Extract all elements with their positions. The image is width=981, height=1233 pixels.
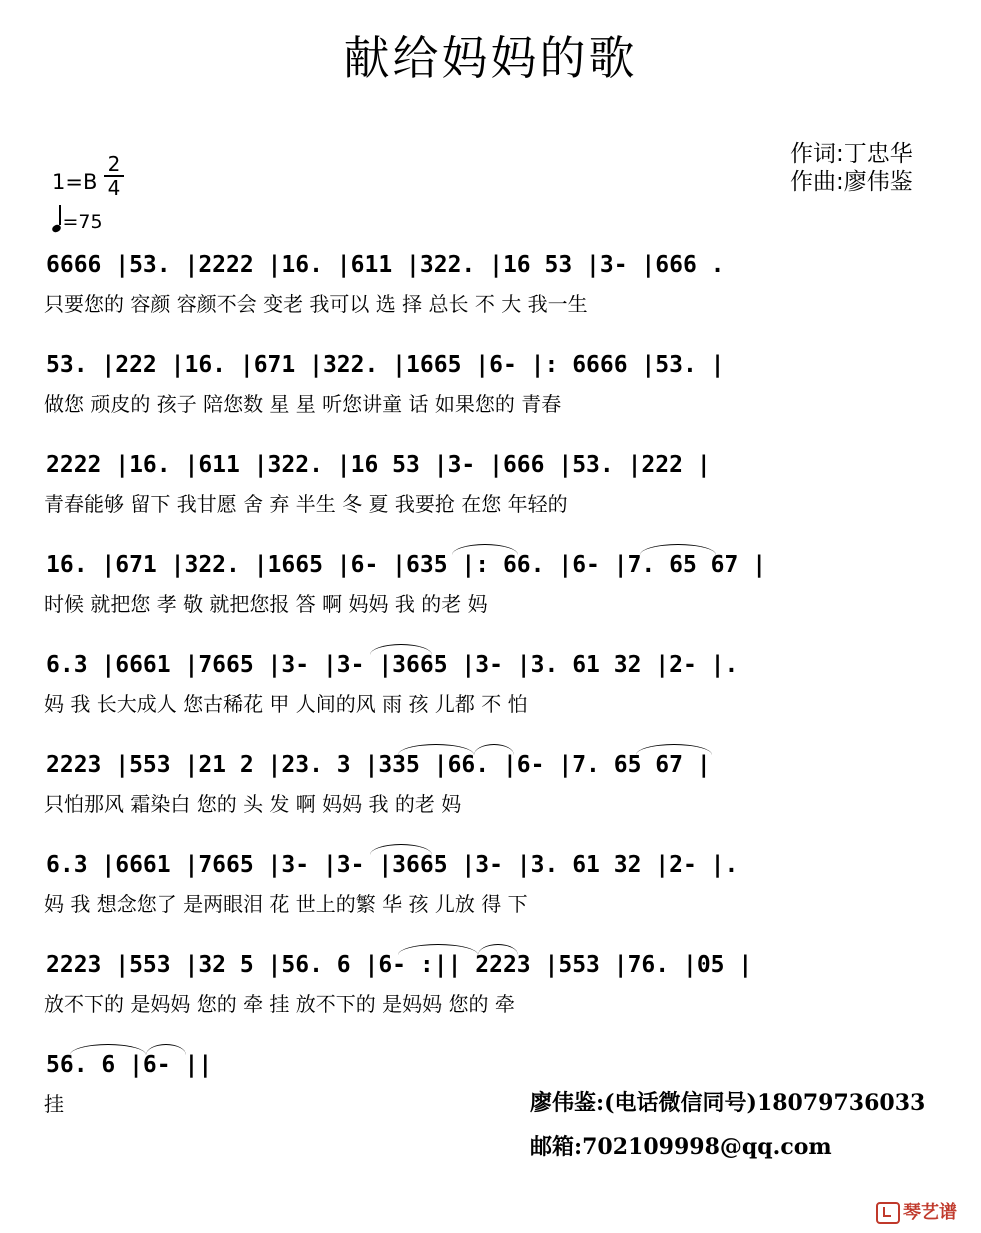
- notation: 2223 |553 |21 2 |23. 3 |335 |66. |6- |7. 65 67 |: [46, 752, 711, 778]
- lyrics: 青春能够 留下 我甘愿 舍 弃 半生 冬 夏 我要抢 在您 年轻的: [44, 492, 568, 516]
- contact-email: 邮箱:702109998@qq.com: [530, 1134, 832, 1160]
- lyrics: 妈 我 长大成人 您古稀花 甲 人间的风 雨 孩 儿都 不 怕: [44, 692, 528, 716]
- meter-bottom: 4: [107, 176, 121, 200]
- lyrics: 放不下的 是妈妈 您的 牵 挂 放不下的 是妈妈 您的 牵: [44, 992, 515, 1016]
- lyrics: 只怕那风 霜染白 您的 头 发 啊 妈妈 我 的老 妈: [44, 792, 462, 816]
- tempo-marking: [52, 208, 103, 233]
- notation: 53. |222 |16. |671 |322. |1665 |6- |: 6666 |53. |: [46, 352, 725, 378]
- lyricist: 作词:丁忠华: [790, 141, 913, 167]
- lyrics: 时候 就把您 孝 敬 就把您报 答 啊 妈妈 我 的老 妈: [44, 592, 488, 616]
- credits: [790, 140, 913, 196]
- meter-top: 2: [107, 152, 121, 176]
- lyrics: 妈 我 想念您了 是两眼泪 花 世上的繁 华 孩 儿放 得 下: [44, 892, 528, 916]
- notation: 6.3 |6661 |7665 |3- |3- |3665 |3- |3. 61 32 |2- |.: [46, 852, 739, 878]
- notation: 2223 |553 |32 5 |56. 6 |6- :|| 2223 |553 |76. |05 |: [46, 952, 753, 978]
- lyrics: 只要您的 容颜 容颜不会 变老 我可以 选 择 总长 不 大 我一生: [44, 292, 588, 316]
- contact-phone: 廖伟鉴:(电话微信同号)18079736033: [530, 1090, 926, 1116]
- key-signature: 1=B: [52, 170, 98, 194]
- logo-text: 琴艺谱: [903, 1202, 957, 1223]
- site-logo: [876, 1198, 957, 1224]
- time-signature: [104, 154, 124, 198]
- notation: 6.3 |6661 |7665 |3- |3- |3665 |3- |3. 61 32 |2- |.: [46, 652, 739, 678]
- lyrics: 挂: [44, 1092, 64, 1116]
- notation: 6666 |53. |2222 |16. |611 |322. |16 53 |3- |666 .: [46, 252, 725, 278]
- notation: 56. 6 |6- ||: [46, 1052, 213, 1078]
- song-title: 献给妈妈的歌: [343, 31, 638, 85]
- notation: 16. |671 |322. |1665 |6- |635 |: 66. |6- |7. 65 67 |: [46, 552, 767, 578]
- notation: 2222 |16. |611 |322. |16 53 |3- |666 |53. |222 |: [46, 452, 711, 478]
- lyrics: 做您 顽皮的 孩子 陪您数 星 星 听您讲童 话 如果您的 青春: [44, 392, 562, 416]
- tempo-value: =75: [62, 211, 103, 233]
- composer: 作曲:廖伟鉴: [790, 169, 913, 195]
- piano-logo-icon: [876, 1202, 900, 1224]
